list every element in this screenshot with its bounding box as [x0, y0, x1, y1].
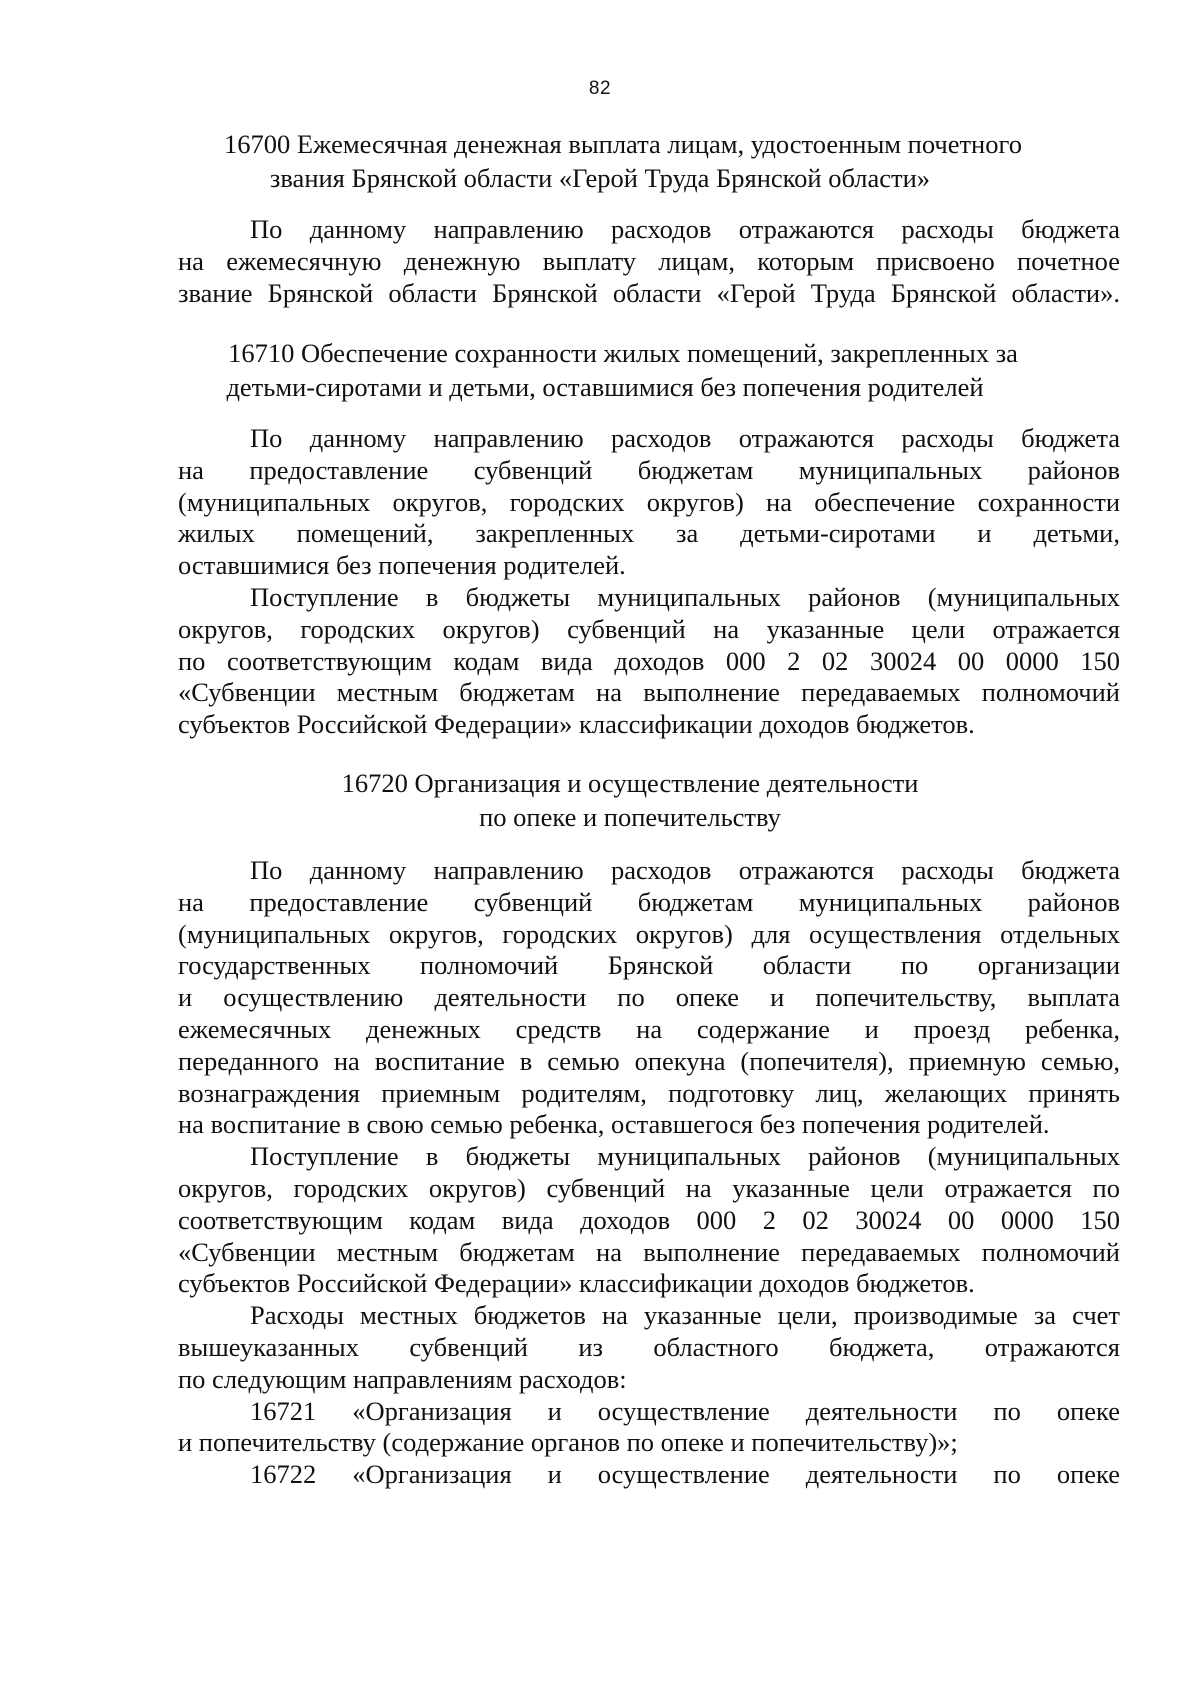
paragraph-16700-description: [178, 214, 1120, 309]
paragraph-line: Расходы местных бюджетов на указанные цели, производимые за счет: [250, 1300, 1120, 1331]
paragraph-line: оставшимися без попечения родителей.: [178, 550, 626, 581]
paragraph-line: Поступление в бюджеты муниципальных районов (муниципальных: [250, 581, 1120, 612]
section-heading-16720: [0, 766, 1200, 834]
paragraph-line: субъектов Российской Федерации» классификации доходов бюджетов.: [178, 709, 975, 740]
paragraph-line: по следующим направлениям расходов:: [178, 1363, 627, 1394]
paragraph-line: на воспитание в свою семью ребенка, оставшегося без попечения родителей.: [178, 1109, 1050, 1140]
page-number: 82: [588, 78, 612, 99]
paragraph-line: По данному направлению расходов отражаются расходы бюджета: [250, 214, 1120, 244]
paragraph-line: (муниципальных округов, городских округов) для осуществления отдельных: [178, 918, 1120, 949]
heading-line: по опеке и попечительству: [479, 802, 781, 832]
heading-line: детьми-сиротами и детьми, оставшимися без попечения родителей: [226, 372, 984, 402]
heading-line: звания Брянской области «Герой Труда Брянской области»: [269, 163, 931, 193]
paragraph-line: и попечительству (содержание органов по опеке и попечительству)»;: [178, 1427, 958, 1458]
paragraph-16720-description: [178, 855, 1120, 1491]
paragraph-line: «Субвенции местным бюджетам на выполнение передаваемых полномочий: [178, 1236, 1120, 1267]
paragraph-line: на предоставление субвенций бюджетам муниципальных районов: [178, 454, 1120, 485]
paragraph-line: жилых помещений, закрепленных за детьми-сиротами и детьми,: [178, 518, 1120, 549]
paragraph-line: вознаграждения приемным родителям, подготовку лиц, желающих принять: [178, 1077, 1120, 1108]
paragraph-line: субъектов Российской Федерации» классификации доходов бюджетов.: [178, 1268, 975, 1299]
paragraph-line: ежемесячных денежных средств на содержание и проезд ребенка,: [178, 1013, 1120, 1044]
section-heading-16700: [0, 127, 1200, 195]
heading-line: 16710 Обеспечение сохранности жилых помещений, закрепленных за: [228, 338, 1018, 368]
paragraph-line: переданного на воспитание в семью опекуна (попечителя), приемную семью,: [178, 1045, 1120, 1076]
paragraph-line: По данному направлению расходов отражаются расходы бюджета: [250, 855, 1120, 885]
paragraph-line: «Субвенции местным бюджетам на выполнение передаваемых полномочий: [178, 677, 1120, 708]
heading-line: 16720 Организация и осуществление деятельности: [341, 768, 919, 798]
paragraph-line: 16721 «Организация и осуществление деятельности по опеке: [250, 1395, 1120, 1426]
section-heading-16710: [0, 336, 1200, 404]
paragraph-line: на ежемесячную денежную выплату лицам, которым присвоено почетное: [178, 245, 1120, 276]
paragraph-line: 16722 «Организация и осуществление деятельности по опеке: [250, 1459, 1120, 1490]
paragraph-line: государственных полномочий Брянской области по организации: [178, 950, 1120, 981]
paragraph-line: вышеуказанных субвенций из областного бюджета, отражаются: [178, 1331, 1120, 1362]
paragraph-line: По данному направлению расходов отражаются расходы бюджета: [250, 423, 1120, 453]
paragraph-line: Поступление в бюджеты муниципальных районов (муниципальных: [250, 1141, 1120, 1172]
paragraph-line: и осуществлению деятельности по опеке и попечительству, выплата: [178, 982, 1120, 1013]
paragraph-line: округов, городских округов) субвенций на указанные цели отражается: [178, 613, 1120, 644]
paragraph-line: (муниципальных округов, городских округов) на обеспечение сохранности: [178, 486, 1120, 517]
paragraph-line: на предоставление субвенций бюджетам муниципальных районов: [178, 886, 1120, 917]
paragraph-16710-description: [178, 423, 1120, 741]
paragraph-line: по соответствующим кодам вида доходов 000 2 02 30024 00 0000 150: [178, 645, 1120, 676]
heading-line: 16700 Ежемесячная денежная выплата лицам, удостоенным почетного: [224, 129, 1022, 159]
paragraph-line: соответствующим кодам вида доходов 000 2 02 30024 00 0000 150: [178, 1204, 1120, 1235]
paragraph-line: звание Брянской области Брянской области «Герой Труда Брянской области».: [178, 277, 1120, 308]
paragraph-line: округов, городских округов) субвенций на указанные цели отражается по: [178, 1172, 1120, 1203]
